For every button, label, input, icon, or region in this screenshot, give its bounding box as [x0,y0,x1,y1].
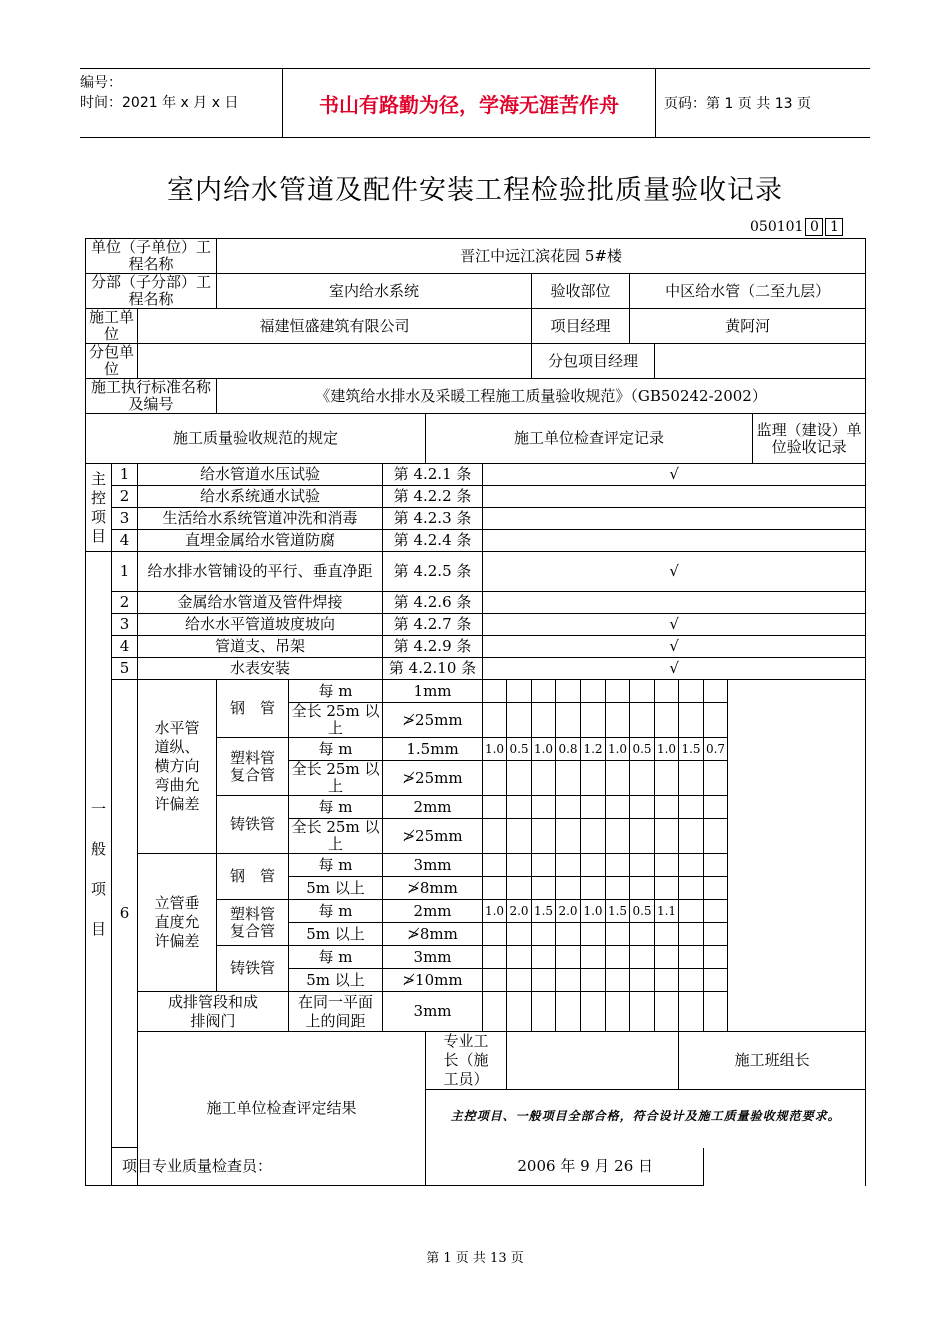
measure-cell [507,877,532,900]
vertical-plastic: 塑料管复合管 [217,900,289,946]
measure-cell [679,680,704,703]
measure-cell [606,923,630,946]
measure-cell [532,923,556,946]
measure-cell [606,877,630,900]
h-plastic-total-val: ≯25mm [383,761,483,796]
v-measure: 1.5 [532,900,556,923]
main-item-clause: 第 4.2.4 条 [383,530,483,552]
measure-cell [606,992,630,1032]
measure-cell [679,969,704,992]
measure-cell [606,819,630,854]
measure-cell [581,969,606,992]
measure-cell [655,923,679,946]
measure-cell [630,969,655,992]
measure-cell [581,923,606,946]
measure-cell [556,819,581,854]
horizontal-iron: 铸铁管 [217,796,289,854]
measure-cell [679,703,704,738]
measure-cell [630,992,655,1032]
general-items-group [86,552,112,1186]
h-measure: 1.2 [581,738,606,761]
unit-label: 单位（子单位）工程名称 [86,239,217,274]
measure-cell [679,877,704,900]
measure-cell [556,923,581,946]
measure-cell [532,946,556,969]
h-measure: 0.8 [556,738,581,761]
measure-cell [581,796,606,819]
measure-cell [655,819,679,854]
measure-cell [630,923,655,946]
measure-cell [655,854,679,877]
measure-cell [483,819,507,854]
measure-cell [581,680,606,703]
inspection-table [85,238,866,1186]
main-item-clause: 第 4.2.1 条 [383,464,483,486]
measure-cell [655,877,679,900]
unit-value: 晋江中远江滨花园 5#楼 [217,239,866,274]
measure-cell [507,796,532,819]
h-iron-total: 全长 25m 以上 [289,819,383,854]
measure-cell [507,992,532,1032]
sub-pm-value [655,344,866,379]
h-iron-total-val: ≯25mm [383,819,483,854]
form-code [750,218,843,236]
page-title: 室内给水管道及配件安装工程检验批质量验收记录 [167,175,783,206]
main-item-check [483,508,866,530]
v-measure: 1.0 [483,900,507,923]
v-iron-per-m: 每 m [289,946,383,969]
check-header: 施工单位检查评定记录 [426,414,753,464]
h-iron-per-m: 每 m [289,796,383,819]
foreman-label: 专业工长（施工员） [426,1032,507,1090]
measure-cell [483,992,507,1032]
measure-cell [606,946,630,969]
main-item-name: 生活给水系统管道冲洗和消毒 [138,508,383,530]
general-item-clause: 第 4.2.10 条 [383,658,483,680]
measure-cell [679,923,704,946]
measure-cell [483,854,507,877]
v-measure: 2.0 [507,900,532,923]
measure-cell [679,819,704,854]
v-iron-per-m-val: 3mm [383,946,483,969]
measure-cell [483,796,507,819]
page-footer: 第 1 页 共 13 页 [426,1251,524,1266]
measure-cell [532,796,556,819]
measure-cell [704,703,728,738]
h-iron-per-m-val: 2mm [383,796,483,819]
measure-cell [630,796,655,819]
measure-cell [679,761,704,796]
page-label: 页码：第 1 页 共 13 页 [664,96,811,112]
h-measure: 1.5 [679,738,704,761]
general-item-clause: 第 4.2.6 条 [383,592,483,614]
main-item-check [483,530,866,552]
v-steel-per-m-val: 3mm [383,854,483,877]
h-measure: 1.0 [483,738,507,761]
measure-cell [655,761,679,796]
v-plastic-per-m-val: 2mm [383,900,483,923]
number-label: 编号： [80,75,122,91]
measure-cell [507,923,532,946]
horizontal-steel: 钢 管 [217,680,289,738]
measure-cell [630,946,655,969]
spec-header: 施工质量验收规范的规定 [86,414,426,464]
general-item-name: 给水水平管道坡度坡向 [138,614,383,636]
motto: 书山有路勤为径，学海无涯苦作舟 [282,69,656,137]
measure-cell [507,946,532,969]
general-item-no: 4 [112,636,138,658]
time-label: 时间：2021 年 x 月 x 日 [80,95,239,111]
measure-cell [532,819,556,854]
main-item-name: 直埋金属给水管道防腐 [138,530,383,552]
horizontal-plastic: 塑料管复合管 [217,738,289,796]
measure-cell [507,680,532,703]
measure-cell [606,854,630,877]
measure-cell [704,946,728,969]
main-item-name: 给水管道水压试验 [138,464,383,486]
measure-cell [630,877,655,900]
measure-cell [581,854,606,877]
main-item-check: √ [483,464,866,486]
h-measure: 1.0 [606,738,630,761]
v-measure: 0.5 [630,900,655,923]
header-meta [80,69,282,141]
general-item-check: √ [483,658,866,680]
general-item-no: 1 [112,552,138,592]
measure-cell [630,761,655,796]
general-item-name: 金属给水管道及管件焊接 [138,592,383,614]
general-item-check: √ [483,614,866,636]
h-measure: 0.5 [630,738,655,761]
sub-project-value: 室内给水系统 [217,274,532,309]
measure-cell [483,877,507,900]
h-steel-per-m: 每 m [289,680,383,703]
general-item-no: 5 [112,658,138,680]
measure-cell [704,761,728,796]
measure-cell [532,680,556,703]
result-label: 施工单位检查评定结果 [138,1032,426,1186]
measure-cell [581,946,606,969]
h-plastic-total: 全长 25m 以上 [289,761,383,796]
result-date: 2006 年 9 月 26 日 [517,1157,654,1175]
measure-cell [606,796,630,819]
measure-cell [507,761,532,796]
measure-cell [630,680,655,703]
constructor-value: 福建恒盛建筑有限公司 [138,309,532,344]
measure-cell [483,761,507,796]
measure-cell [606,680,630,703]
main-item-no: 3 [112,508,138,530]
v-iron-total-val: ≯10mm [383,969,483,992]
v-iron-total: 5m 以上 [289,969,383,992]
measure-cell [655,946,679,969]
main-item-clause: 第 4.2.2 条 [383,486,483,508]
measure-cell [630,854,655,877]
measure-cell [655,703,679,738]
measure-cell [655,992,679,1032]
sub-pm-label: 分包项目经理 [532,344,655,379]
measure-cell [704,923,728,946]
constructor-label: 施工单位 [86,309,138,344]
row-pipe-label: 成排管段和成排阀门 [138,992,289,1032]
measure-cell [556,992,581,1032]
v-measure: 2.0 [556,900,581,923]
pm-label: 项目经理 [532,309,630,344]
measure-cell [507,854,532,877]
form-code-box-2: 1 [825,218,843,236]
measure-cell [704,796,728,819]
v-measure: 1.5 [606,900,630,923]
row-pipe-val: 3mm [383,992,483,1032]
main-item-no: 2 [112,486,138,508]
general-item-no: 3 [112,614,138,636]
measure-cell [556,946,581,969]
measure-cell [532,761,556,796]
measure-cell [556,969,581,992]
v-measure: 1.0 [581,900,606,923]
vertical-label: 立管垂直度允许偏差 [138,854,217,992]
v-steel-per-m: 每 m [289,854,383,877]
h-measure: 1.0 [655,738,679,761]
v-measure: 1.1 [655,900,679,923]
measure-cell [704,900,728,923]
measure-cell [630,703,655,738]
subcontractor-value [138,344,532,379]
measure-cell [679,900,704,923]
vertical-steel: 钢 管 [217,854,289,900]
general-item-check [483,592,866,614]
measure-cell [704,854,728,877]
measure-cell [532,969,556,992]
measure-cell [630,819,655,854]
measure-cell [556,761,581,796]
measure-cell [532,703,556,738]
measure-cell [581,761,606,796]
standard-label: 施工执行标准名称及编号 [86,379,217,414]
general-item-name: 管道支、吊架 [138,636,383,658]
conclusion: 主控项目、一般项目全部合格，符合设计及施工质量验收规范要求。 [426,1090,866,1148]
measure-cell [581,877,606,900]
measure-cell [556,854,581,877]
general-item-clause: 第 4.2.9 条 [383,636,483,658]
measure-cell [581,819,606,854]
general-item-check: √ [483,552,866,592]
h-measure: 0.7 [704,738,728,761]
measure-cell [655,796,679,819]
v-plastic-total: 5m 以上 [289,923,383,946]
measure-cell [606,761,630,796]
inspector-label: 项目专业质量检查员： [122,1157,273,1175]
measure-cell [704,877,728,900]
document-header [80,68,870,138]
main-item-clause: 第 4.2.3 条 [383,508,483,530]
measure-cell [581,703,606,738]
measure-cell [483,703,507,738]
measure-cell [679,946,704,969]
measure-cell [679,854,704,877]
row-pipe-sub: 在同一平面上的间距 [289,992,383,1032]
measure-cell [704,680,728,703]
standard-value: 《建筑给水排水及采暖工程施工质量验收规范》（GB50242-2002） [217,379,866,414]
main-items-group-label: 主控项目 [91,469,107,545]
vertical-iron: 铸铁管 [217,946,289,992]
accept-part-label: 验收部位 [532,274,630,309]
general-item-clause: 第 4.2.5 条 [383,552,483,592]
measure-cell [532,877,556,900]
item6-no: 6 [112,680,138,1148]
general-item-no: 2 [112,592,138,614]
h-steel-per-m-val: 1mm [383,680,483,703]
measure-cell [483,969,507,992]
form-code-prefix: 050101 [750,219,804,235]
measure-cell [556,796,581,819]
v-steel-total-val: ≯8mm [383,877,483,900]
measure-cell [655,969,679,992]
main-item-no: 4 [112,530,138,552]
measure-cell [532,854,556,877]
measure-cell [556,877,581,900]
measure-cell [483,946,507,969]
team-leader-label: 施工班组长 [679,1032,866,1090]
pm-value: 黄阿河 [630,309,866,344]
inspector-row [112,1148,704,1186]
measure-cell [704,819,728,854]
general-item-name: 给水排水管铺设的平行、垂直净距 [138,552,383,592]
h-measure: 0.5 [507,738,532,761]
form-code-box-1: 0 [805,218,823,236]
measure-cell [532,992,556,1032]
v-steel-total: 5m 以上 [289,877,383,900]
general-item-name: 水表安装 [138,658,383,680]
supervision-header: 监理（建设）单位验收记录 [753,414,866,464]
h-steel-total-val: ≯25mm [383,703,483,738]
horizontal-label: 水平管道纵、横方向弯曲允许偏差 [138,680,217,854]
measure-cell [655,680,679,703]
measure-cell [581,992,606,1032]
main-item-check [483,486,866,508]
subcontractor-label: 分包单位 [86,344,138,379]
measure-cell [507,703,532,738]
general-item-check: √ [483,636,866,658]
v-plastic-per-m: 每 m [289,900,383,923]
h-measure: 1.0 [532,738,556,761]
measure-cell [507,969,532,992]
accept-part-value: 中区给水管（二至九层） [630,274,866,309]
measure-cell [483,923,507,946]
measure-cell [556,703,581,738]
measure-cell [483,680,507,703]
measure-cell [606,703,630,738]
main-item-no: 1 [112,464,138,486]
measure-cell [606,969,630,992]
measure-cell [507,819,532,854]
sub-project-label: 分部（子分部）工程名称 [86,274,217,309]
main-item-name: 给水系统通水试验 [138,486,383,508]
measure-cell [556,680,581,703]
general-item-clause: 第 4.2.7 条 [383,614,483,636]
h-plastic-per-m-val: 1.5mm [383,738,483,761]
h-steel-total: 全长 25m 以上 [289,703,383,738]
general-items-group-label: 一般项目 [91,799,107,938]
main-items-group [86,464,112,552]
h-plastic-per-m: 每 m [289,738,383,761]
measure-cell [704,969,728,992]
measure-cell [704,992,728,1032]
v-plastic-total-val: ≯8mm [383,923,483,946]
measure-cell [679,796,704,819]
measure-cell [679,992,704,1032]
foreman-signature [507,1032,679,1090]
